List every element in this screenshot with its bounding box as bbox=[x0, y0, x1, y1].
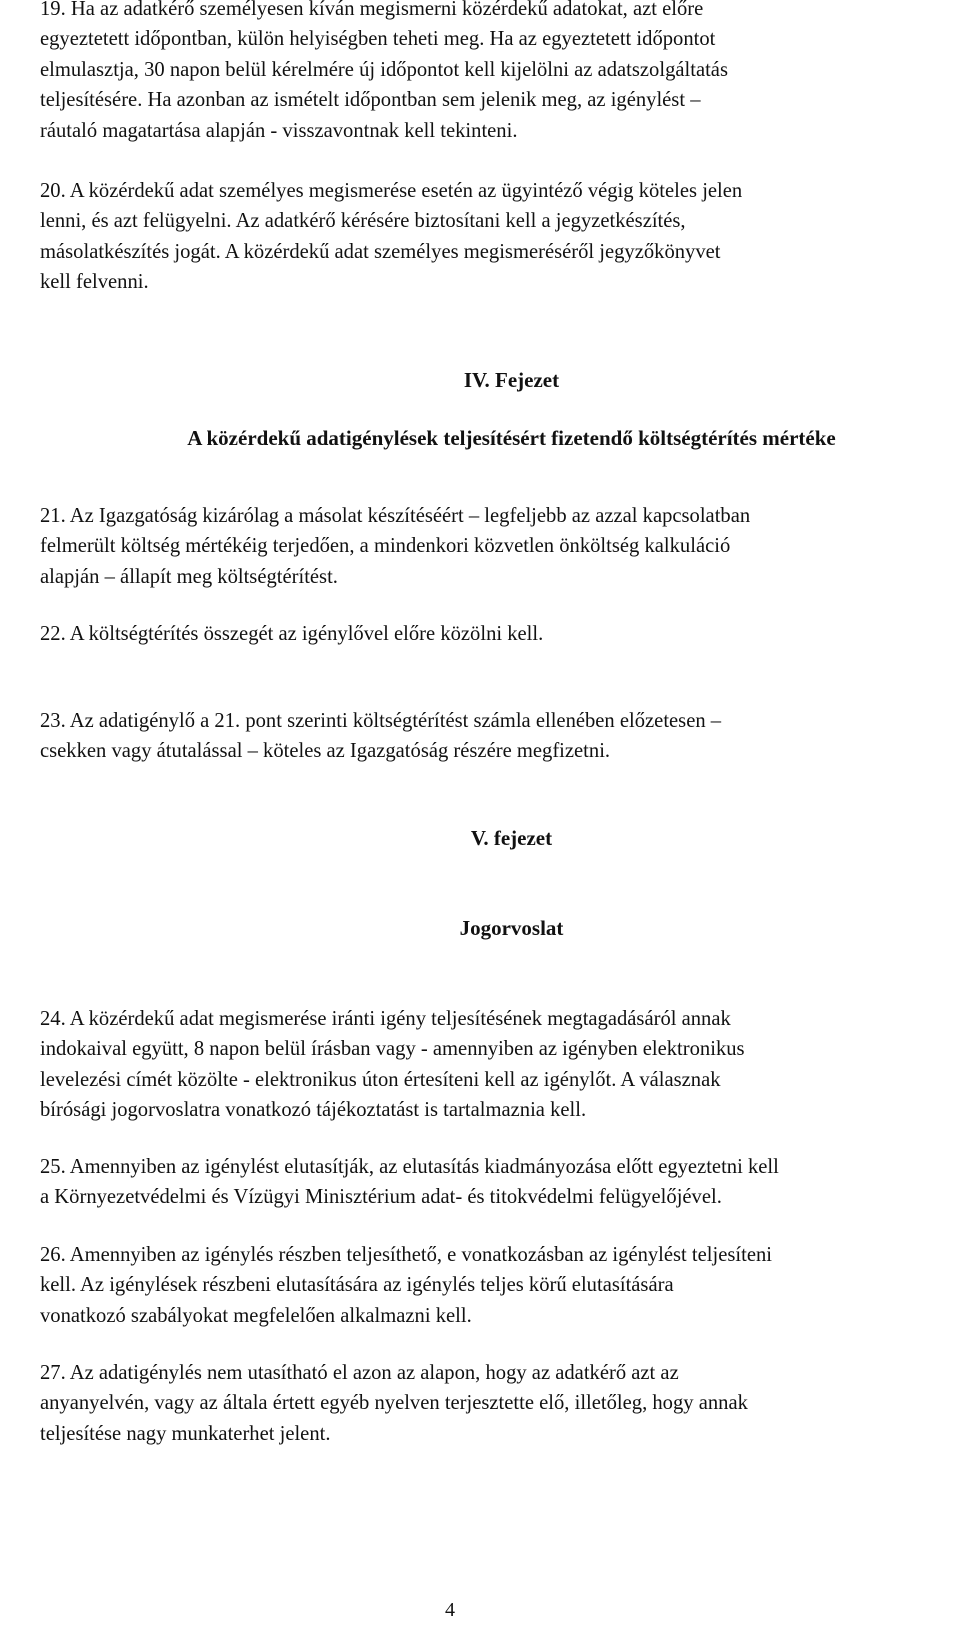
text-line: a Környezetvédelmi és Vízügyi Minisztérium adat- és titokvédelmi felügyelőjével. bbox=[40, 1186, 722, 1209]
text-line: lenni, és azt felügyelni. Az adatkérő kérésére biztosítani kell a jegyzetkészítés, bbox=[40, 210, 686, 233]
text-line: egyeztetett időpontban, külön helyiségben teheti meg. Ha az egyeztetett időpontot bbox=[40, 28, 716, 51]
text-line: felmerült költség mértékéig terjedően, a mindenkori közvetlen önköltség kalkuláció bbox=[40, 535, 731, 558]
text-line: 24. A közérdekű adat megismerése iránti igény teljesítésének megtagadásáról annak bbox=[40, 1008, 731, 1030]
chapter-4-title: A közérdekű adatigénylések teljesítésért fizetendő költségtérítés mértéke bbox=[187, 426, 836, 450]
page-number: 4 bbox=[445, 1599, 455, 1621]
paragraph-20 bbox=[40, 176, 742, 298]
text-line: elmulasztja, 30 napon belül kérelmére új időpontot kell kijelölni az adatszolgáltatás bbox=[40, 58, 728, 81]
text-line: másolatkészítés jogát. A közérdekű adat személyes megismeréséről jegyzőkönyvet bbox=[40, 240, 721, 263]
text-line: kell felvenni. bbox=[40, 271, 149, 294]
text-line: indokaival együtt, 8 napon belül írásban vagy - amennyiben az igényben elektronikus bbox=[40, 1038, 745, 1061]
text-line: anyanyelvén, vagy az általa értett egyéb nyelven terjesztette elő, illetőleg, hogy annak bbox=[40, 1392, 748, 1415]
text-line: levelezési címét közölte - elektronikus úton értesíteni kell az igénylőt. A válasznak bbox=[40, 1068, 721, 1091]
text-line: teljesítésére. Ha azonban az ismételt időpontban sem jelenik meg, az igénylést – bbox=[40, 89, 701, 112]
text-line: vonatkozó szabályokat megfelelően alkalmazni kell. bbox=[40, 1304, 472, 1327]
paragraph-24 bbox=[40, 1004, 745, 1126]
text-line: 22. A költségtérítés összegét az igénylővel előre közölni kell. bbox=[40, 623, 544, 645]
paragraph-26 bbox=[40, 1240, 772, 1331]
text-line: bírósági jogorvoslatra vonatkozó tájékoztatást is tartalmaznia kell. bbox=[40, 1099, 587, 1122]
text-line: 19. Ha az adatkérő személyesen kíván megismerni közérdekű adatokat, azt előre bbox=[40, 0, 704, 20]
text-line: csekken vagy átutalással – köteles az Igazgatóság részére megfizetni. bbox=[40, 740, 611, 763]
text-line: teljesítése nagy munkaterhet jelent. bbox=[40, 1422, 331, 1445]
text-line: 21. Az Igazgatóság kizárólag a másolat készítéséért – legfeljebb az azzal kapcsolatban bbox=[40, 505, 751, 527]
paragraph-22 bbox=[40, 619, 543, 649]
paragraph-23 bbox=[40, 706, 721, 767]
chapter-4-number: IV. Fejezet bbox=[463, 368, 560, 392]
paragraph-25 bbox=[40, 1152, 779, 1213]
text-line: 26. Amennyiben az igénylés részben teljesíthető, e vonatkozásban az igénylést teljesíteni bbox=[40, 1244, 772, 1266]
paragraph-21 bbox=[40, 501, 750, 592]
text-line: ráutaló magatartása alapján - visszavontnak kell tekinteni. bbox=[40, 119, 518, 142]
text-line: 20. A közérdekű adat személyes megismerése esetén az ügyintéző végig köteles jelen bbox=[40, 180, 743, 202]
chapter-5-title: Jogorvoslat bbox=[459, 916, 564, 940]
text-line: 27. Az adatigénylés nem utasítható el azon az alapon, hogy az adatkérő azt az bbox=[40, 1362, 679, 1384]
text-line: alapján – állapít meg költségtérítést. bbox=[40, 565, 338, 588]
text-line: 23. Az adatigénylő a 21. pont szerinti költségtérítést számla ellenében előzetesen – bbox=[40, 710, 722, 732]
text-line: kell. Az igénylések részbeni elutasítására az igénylés teljes körű elutasítására bbox=[40, 1274, 674, 1297]
text-line: 25. Amennyiben az igénylést elutasítják, az elutasítás kiadmányozása előtt egyeztetni kell bbox=[40, 1156, 779, 1178]
chapter-5-number: V. fejezet bbox=[470, 826, 553, 850]
paragraph-27 bbox=[40, 1358, 748, 1449]
paragraph-19 bbox=[40, 0, 728, 146]
